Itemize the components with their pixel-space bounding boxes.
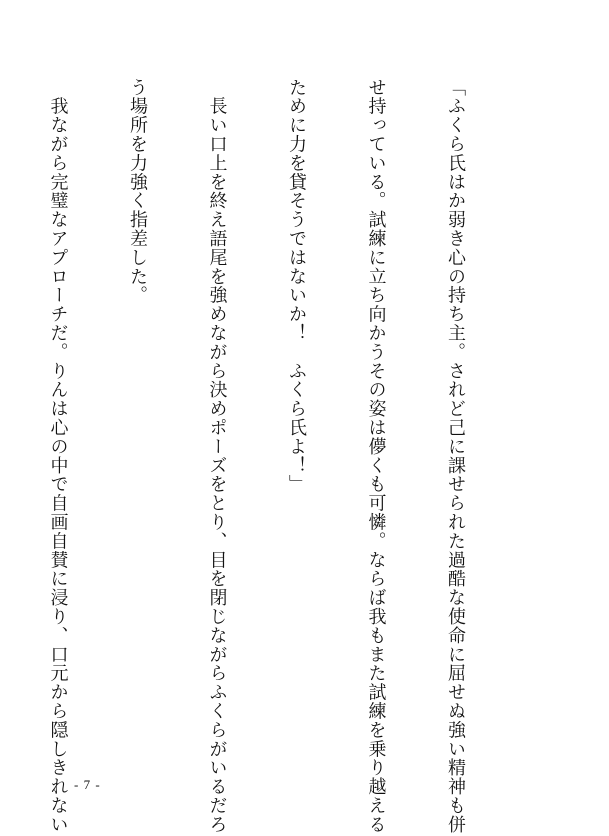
text-line: 我ながら完璧なアプローチだ。りんは心の中で自画自賛に浸り、口元から隠しきれない (47, 78, 69, 834)
page-number: - 7 - (74, 777, 101, 792)
text-line: う場所を力強く指差した。 (127, 78, 148, 305)
vertical-text-body (0, 78, 521, 834)
text-line: せ持っている。試練に立ち向かうその姿は儚くも可憐。ならば我もまた試練を乗り越える (365, 78, 387, 834)
text-line: 長い口上を終え語尾を強めながら決めポーズをとり、目を閉じながらふくらがいるだろ (206, 78, 228, 834)
text-line: 「ふくら氏はか弱き心の持ち主。されど己に課せられた過酷な使命に屈せぬ強い精神も併 (445, 78, 466, 834)
text-line: ために力を貸そうではないか！ ふくら氏よ！」 (286, 78, 307, 494)
